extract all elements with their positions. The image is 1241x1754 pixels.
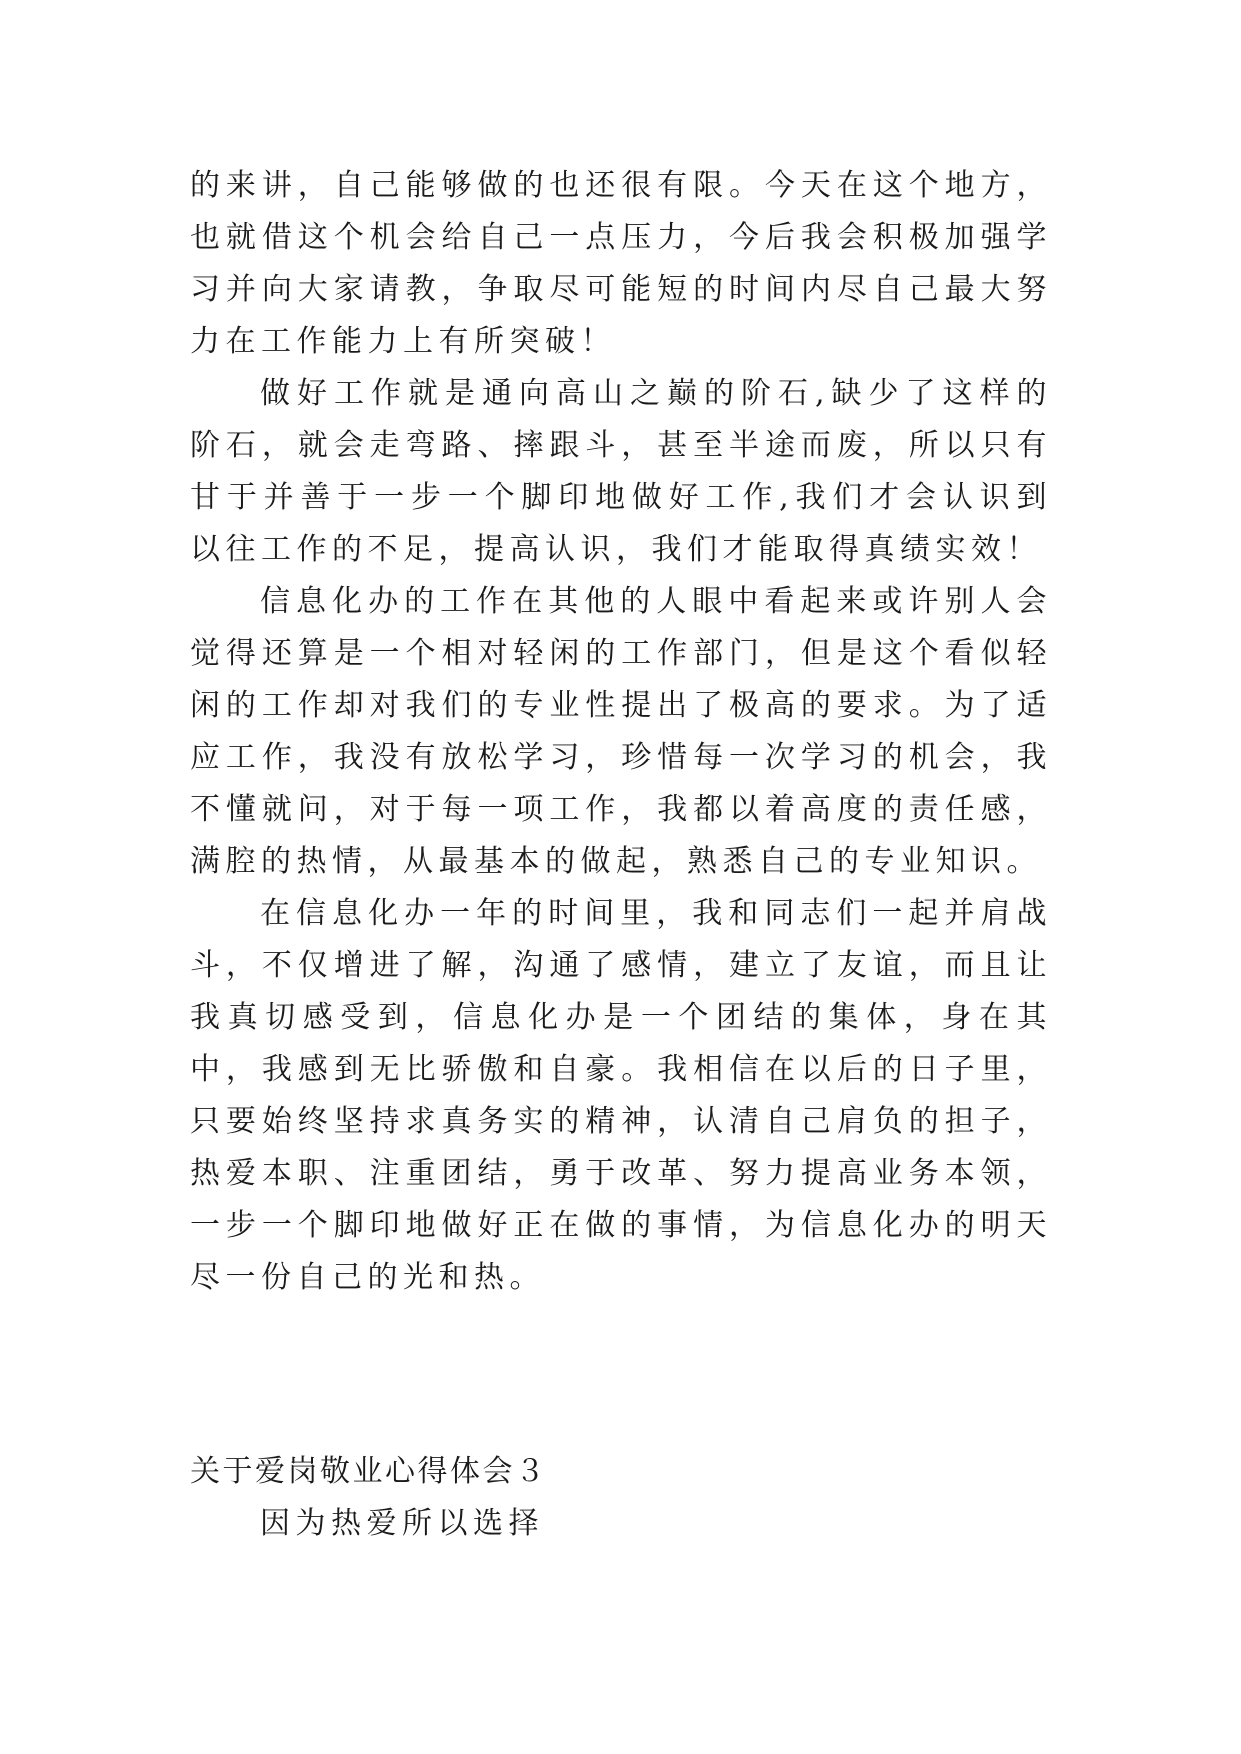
paragraph-team-year: 在信息化办一年的时间里，我和同志们一起并肩战斗，不仅增进了解，沟通了感情，建立了友谊，而且让我真切感受到，信息化办是一个团结的集体，身在其中，我感到无比骄傲和自豪。我相信在以后的日子里，只要始终坚持求真务实的精神，认清自己肩负的担子，热爱本职、注重团结，勇于改革、努力提高业务本领，一步一个脚印地做好正在做的事情，为信息化办的明天尽一份自己的光和热。 [190, 896, 1052, 1295]
paragraph-it-office-work: 信息化办的工作在其他的人眼中看起来或许别人会觉得还算是一个相对轻闲的工作部门，但是这个看似轻闲的工作却对我们的专业性提出了极高的要求。为了适应工作，我没有放松学习，珍惜每一次学习的机会，我不懂就问，对于每一项工作，我都以着高度的责任感，满腔的热情，从最基本的做起，熟悉自己的专业知识。 [190, 584, 1052, 879]
paragraph-continuation: 的来讲，自己能够做的也还很有限。今天在这个地方，也就借这个机会给自己一点压力，今后我会积极加强学习并向大家请教，争取尽可能短的时间内尽自己最大努力在工作能力上有所突破！ [190, 168, 1052, 359]
paragraph-work-foundation: 做好工作就是通向高山之巅的阶石,缺少了这样的阶石，就会走弯路、摔跟斗，甚至半途而废，所以只有甘于并善于一步一个脚印地做好工作,我们才会认识到以往工作的不足，提高认识，我们才能取得真绩实效！ [190, 376, 1052, 567]
section-title: 关于爱岗敬业心得体会３ [190, 1454, 548, 1489]
section-first-paragraph: 因为热爱所以选择 [260, 1506, 544, 1541]
document-body [190, 160, 1052, 1304]
